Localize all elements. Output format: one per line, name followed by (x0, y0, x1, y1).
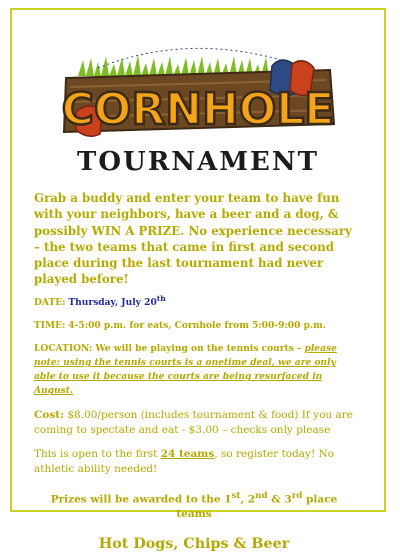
food-line: Hot Dogs, Chips & Beer (98, 536, 290, 553)
location-line (34, 342, 354, 399)
cost-label: Cost: (34, 408, 64, 421)
time-label: TIME: (34, 319, 66, 331)
flyer-content (34, 190, 354, 555)
location-note: please note: using the tennis courts is a onetime deal, we are only able to use it because the courts are being resurfaced in August. (34, 342, 337, 397)
open-prefix: This is open to the first (34, 448, 158, 461)
cornhole-logo (58, 40, 338, 182)
cost-value: $8.00/person (includes tournament & food) If you are coming to spectate and eat - $3.00 – checks only please (34, 408, 354, 436)
date-label: DATE: (34, 296, 66, 308)
logo-graphic (58, 40, 338, 182)
prizes-third-sup: rd (291, 490, 303, 501)
location-label: LOCATION: (34, 342, 93, 354)
prizes-sep2: & 3 (267, 493, 292, 506)
prizes-first-sup: st (231, 490, 241, 501)
time-line (34, 319, 354, 333)
prizes-suffix: place teams (176, 493, 338, 521)
prizes-prefix: Prizes will be awarded to the 1 (50, 493, 232, 506)
date-line (34, 294, 354, 310)
prizes-sep1: , 2 (240, 493, 256, 506)
date-value: Thursday, July 20 (68, 296, 157, 308)
date-suffix: th (156, 293, 166, 303)
cost-line (34, 408, 354, 438)
open-line (34, 447, 354, 477)
time-value: 4-5:00 p.m. for eats, Cornhole from 5:00-9:00 p.m. (68, 319, 326, 331)
prizes-second-sup: nd (255, 490, 268, 501)
open-teams: 24 teams (160, 448, 215, 461)
logo-title: CORNHOLE (61, 84, 335, 135)
location-value: We will be playing on the tennis courts – (95, 342, 302, 354)
intro-paragraph: Grab a buddy and enter your team to have fun with your neighbors, have a beer and a dog, & possibly WIN A PRIZE. No experience necessary – the two teams that came in first and second place during the last tournament had never played before! (34, 191, 352, 287)
logo-subtitle: TOURNAMENT (77, 147, 319, 177)
open-suffix: , so register today! No athletic ability needed! (34, 448, 335, 476)
